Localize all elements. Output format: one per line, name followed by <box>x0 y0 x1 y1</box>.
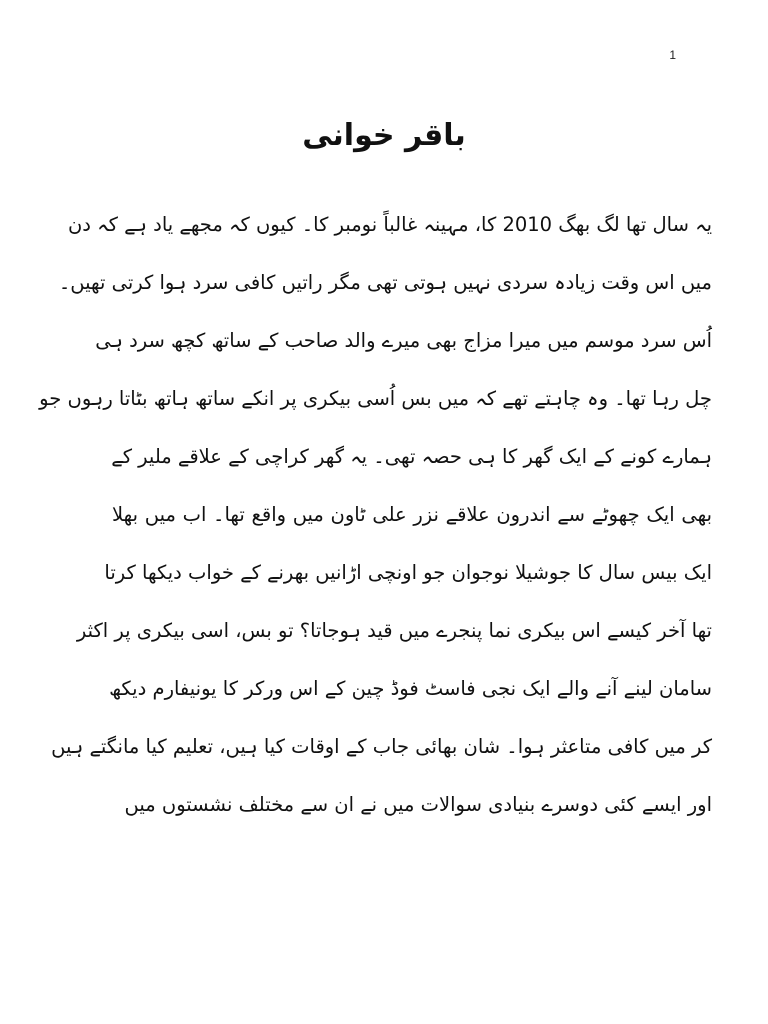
text-line: ایک بیس سال کا جوشیلا نوجوان جو اونچی اڑانیں بھرنے کے خواب دیکھا کرتا <box>104 561 712 584</box>
text-line: میں اس وقت زیادہ سردی نہیں ہوتی تھی مگر راتیں کافی سرد ہوا کرتی تھیں۔ <box>58 271 712 294</box>
page-number: 1 <box>669 48 676 62</box>
text-line: بھی ایک چھوٹے سے اندرون علاقے نزر علی ٹاون میں واقع تھا۔ اب میں بھلا <box>112 503 712 526</box>
text-line: تھا آخر کیسے اس بیکری نما پنجرے میں قید ہوجاتا؟ تو بس، اسی بیکری پر اکثر <box>76 619 712 642</box>
document-body <box>39 196 712 834</box>
text-line: چل رہا تھا۔ وہ چاہتے تھے کہ میں بس اُسی بیکری پر انکے ساتھ ہاتھ بٹاتا رہوں جو <box>39 387 712 410</box>
document-title: باقر خوانی <box>302 118 466 153</box>
text-line: اُس سرد موسم میں میرا مزاج بھی میرے والد صاحب کے ساتھ کچھ سرد ہی <box>95 329 712 352</box>
text-line: سامان لینے آنے والے ایک نجی فاسٹ فوڈ چین کے اس ورکر کا یونیفارم دیکھ <box>109 677 712 700</box>
text-line: اور ایسے کئی دوسرے بنیادی سوالات میں نے ان سے مختلف نشستوں میں <box>124 793 712 816</box>
text-line: یہ سال تھا لگ بھگ 2010 کا، مہینہ غالباً نومبر کا۔ کیوں کہ مجھے یاد ہے کہ دن <box>67 213 712 236</box>
text-line: کر میں کافی متاعثر ہوا۔ شان بھائی جاب کے اوقات کیا ہیں، تعلیم کیا مانگتے ہیں <box>51 735 712 758</box>
text-line: ہمارے کونے کے ایک گھر کا ہی حصہ تھی۔ یہ گھر کراچی کے علاقے ملیر کے <box>111 445 712 468</box>
